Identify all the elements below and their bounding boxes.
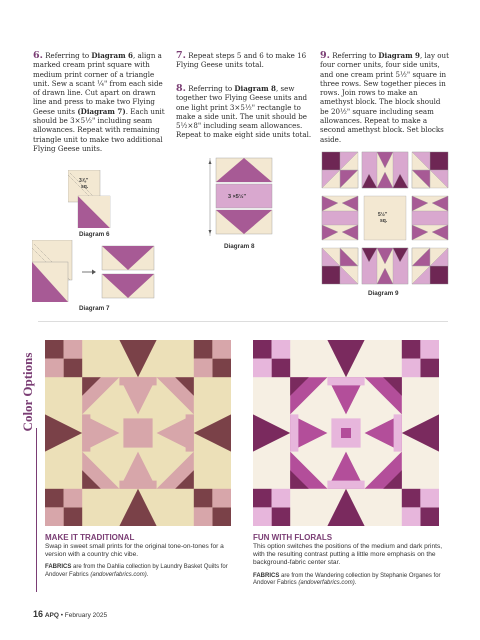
step-text-segment: Referring to [332, 51, 379, 60]
quilt-patch [272, 359, 291, 378]
quilt-patch [64, 359, 83, 378]
diagram-9-caption: Diagram 9 [368, 290, 399, 297]
traditional-title: MAKE IT TRADITIONAL [45, 533, 135, 542]
diagram-9 [320, 150, 450, 286]
color-options-divider [38, 321, 448, 322]
quilt-patch [420, 507, 439, 526]
step-text [33, 51, 165, 153]
step-text-segment: Referring to [45, 51, 92, 60]
quilt-patch [272, 340, 291, 359]
quilt-patch [253, 340, 272, 359]
quilt-patch [45, 340, 64, 359]
quilt-patch [194, 340, 213, 359]
quilt-patch [272, 489, 291, 508]
step-number: 6. [33, 50, 43, 61]
quilt-patch [186, 414, 194, 451]
fabrics-text: are from the Wandering collection by Stephanie Organes for Andover Fabrics [253, 572, 441, 587]
quilt-patch [402, 489, 421, 508]
quilt-patch [212, 489, 231, 508]
diagram-6 [68, 170, 112, 228]
step-text-segment: Referring to [188, 84, 235, 93]
quilt-patch [402, 507, 421, 526]
step-text-segment: Diagram 9 [378, 51, 420, 60]
traditional-fabrics [45, 564, 231, 579]
d8-size-label: 3 ×5½" [228, 194, 247, 200]
diagram-8-caption: Diagram 8 [224, 243, 255, 250]
quilt-patch [341, 428, 351, 438]
page-number: 16 [33, 609, 44, 619]
diagram-8 [206, 156, 276, 240]
traditional-quilt-image [45, 340, 231, 526]
quilt-patch [420, 489, 439, 508]
quilt-patch [119, 377, 156, 385]
step-text-segment: . Each unit should be 3×5½" including seam allowances. Repeat with remaining triangle unit to make two additional Flying Geese units. [33, 106, 165, 153]
quilt-patch [402, 340, 421, 359]
diagram-7 [32, 240, 158, 302]
traditional-option [45, 533, 231, 580]
fabrics-link[interactable]: (andoverfabrics.com). [90, 572, 149, 578]
quilt-patch [402, 359, 421, 378]
step-9 [320, 51, 450, 144]
quilt-patch [420, 340, 439, 359]
step-text [176, 51, 306, 69]
step-text-segment: Diagram 8 [234, 84, 276, 93]
d6-size-label-2: sq. [81, 184, 89, 190]
quilt-patch [253, 359, 272, 378]
fabrics-lead: FABRICS [45, 564, 72, 571]
magazine-name: APQ [44, 612, 59, 619]
quilt-patch [64, 489, 83, 508]
quilt-patch [394, 414, 402, 451]
floral-quilt-image [253, 340, 439, 526]
quilt-patch [253, 489, 272, 508]
step-6 [33, 51, 171, 153]
quilt-patch [45, 359, 64, 378]
quilt-patch [327, 481, 364, 489]
step-text-segment: (Diagram 7) [77, 106, 126, 116]
step-text-segment: , lay out four corner units, four side units, and one cream print 5½" square in three rows. Sew together pieces in rows. Join rows to make an amethyst block. The block should be 20½" square including seam allowances. Repeat to make a second amethyst block. Set blocks aside. [320, 51, 449, 144]
florals-description: This option switches the positions of the medium and dark prints, with the resulting contrast putting a little more emphasis on the background-fabric center star. [253, 543, 443, 567]
issue-date: • February 2025 [58, 612, 108, 619]
quilt-patch [272, 507, 291, 526]
florals-option [253, 533, 449, 588]
d9-size-label-2: sq. [380, 218, 388, 224]
page-footer [33, 609, 107, 619]
step-8 [176, 84, 316, 140]
quilt-patch [45, 507, 64, 526]
step-text-segment: , align a marked cream print square with medium print corner of a triangle unit. Sew a scant ¼" from each side of drawn line. Cut apart on drawn line and press to make two Flying Geese units [33, 51, 163, 116]
traditional-description: Swap in sweet small prints for the original tone-on-tones for a version with a country chic vibe. [45, 543, 224, 559]
step-number: 8. [176, 83, 186, 94]
quilt-patch [420, 359, 439, 378]
quilt-patch [194, 359, 213, 378]
quilt-patch [327, 377, 364, 385]
quilt-patch [290, 414, 298, 451]
quilt-patch [212, 359, 231, 378]
step-7 [176, 51, 314, 70]
quilt-patch [64, 507, 83, 526]
step-text-segment: Diagram 6 [91, 51, 133, 60]
quilt-patch [82, 414, 90, 451]
quilt-patch [253, 507, 272, 526]
step-number: 9. [320, 50, 330, 61]
step-text [320, 51, 449, 144]
fabrics-link[interactable]: (andoverfabrics.com). [298, 580, 357, 587]
step-number: 7. [176, 50, 186, 61]
fabrics-lead: FABRICS [253, 572, 280, 579]
step-text [176, 84, 311, 139]
color-options-label: Color Options [20, 352, 35, 432]
quilt-patch [194, 507, 213, 526]
d6-size-label-1: 3⅞" [79, 178, 89, 184]
quilt-patch [212, 507, 231, 526]
quilt-patch [45, 489, 64, 508]
quilt-patch [133, 428, 143, 438]
florals-fabrics [253, 573, 449, 588]
quilt-patch [212, 340, 231, 359]
quilt-patch [194, 489, 213, 508]
quilt-patch [119, 481, 156, 489]
fabrics-text: are from the Dahlia collection by Laundry Basket Quilts for Andover Fabrics [45, 564, 228, 578]
florals-title: FUN WITH FLORALS [253, 533, 333, 542]
diagram-6-caption: Diagram 6 [79, 231, 110, 238]
step-text-segment: Repeat steps 5 and 6 to make 16 Flying Geese units total. [176, 51, 307, 70]
diagram-7-caption: Diagram 7 [79, 305, 110, 312]
quilt-patch [64, 340, 83, 359]
color-options-sideline [36, 428, 37, 592]
d9-size-label-1: 5½" [378, 212, 388, 218]
step-text-segment: , sew together two Flying Geese units and one light print 3×5½" rectangle to make a side unit. The unit should be 5½×8" including seam allowances. Repeat to make eight side units total. [176, 84, 312, 140]
